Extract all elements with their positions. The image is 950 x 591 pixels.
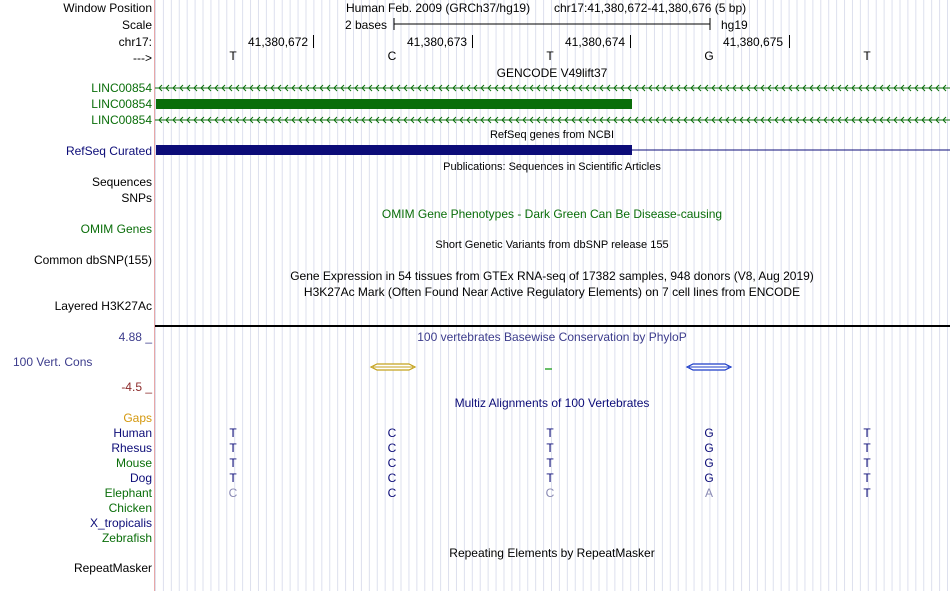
coord-tick-3	[630, 35, 631, 48]
alignment-base: T	[229, 426, 237, 440]
track-image-area[interactable]	[155, 0, 950, 591]
gencode-gene-models[interactable]	[155, 81, 950, 127]
species-label-x-tropicalis: X_tropicalis	[89, 516, 152, 530]
repeatmasker-track-title: Repeating Elements by RepeatMasker	[449, 546, 655, 560]
vert-cons-label[interactable]: 100 Vert. Cons	[13, 355, 93, 369]
conservation-glyph-green	[543, 366, 555, 372]
coord-tick-2	[472, 35, 473, 48]
alignment-base-mismatch: C	[228, 486, 238, 500]
species-label-elephant: Elephant	[104, 486, 152, 500]
scale-bar	[393, 17, 713, 31]
dbsnp-track-title: Short Genetic Variants from dbSNP release 155	[435, 239, 669, 251]
db-text: hg19	[721, 18, 748, 32]
omim-genes-label[interactable]: OMIM Genes	[80, 222, 152, 236]
gencode-gene-label-1[interactable]: LINC00854	[91, 81, 152, 95]
reference-base-1: T	[229, 49, 237, 63]
alignment-base-mismatch: A	[704, 486, 713, 500]
multiz-track-title: Multiz Alignments of 100 Vertebrates	[454, 396, 650, 410]
coord-label-2: 41,380,673	[407, 35, 468, 49]
species-label-rhesus: Rhesus	[111, 441, 152, 455]
coord-label-4: 41,380,675	[723, 35, 784, 49]
conservation-glyph-blue	[683, 362, 739, 372]
alignment-base: G	[704, 426, 714, 440]
refseq-curated-label[interactable]: RefSeq Curated	[65, 144, 152, 158]
alignment-base: G	[704, 456, 714, 470]
publications-track-title: Publications: Sequences in Scientific Articles	[443, 161, 661, 173]
reference-base-3: T	[546, 49, 554, 63]
alignment-base: T	[229, 456, 237, 470]
repeatmasker-label[interactable]: RepeatMasker	[73, 561, 152, 575]
species-label-dog: Dog	[129, 471, 152, 485]
gencode-transcript-1[interactable]	[155, 85, 950, 91]
coord-label-1: 41,380,672	[248, 35, 309, 49]
position-text: chr17:41,380,672-41,380,676 (5 bp)	[554, 1, 747, 15]
gaps-label: Gaps	[123, 411, 152, 425]
refseq-gene-model[interactable]	[155, 144, 950, 156]
alignment-base: G	[704, 471, 714, 485]
scale-bar-text: 2 bases	[345, 18, 388, 32]
species-label-human: Human	[113, 426, 152, 440]
reference-base-5: T	[863, 49, 871, 63]
gencode-transcript-2-exon[interactable]	[156, 99, 632, 109]
alignment-base: T	[863, 471, 871, 485]
alignment-base: C	[387, 456, 397, 470]
alignment-base: C	[387, 471, 397, 485]
publications-sequences-label[interactable]: Sequences	[91, 175, 152, 189]
scale-label: Scale	[121, 18, 152, 32]
gencode-transcript-3[interactable]	[155, 117, 950, 123]
window-position-label: Window Position	[63, 1, 152, 15]
alignment-base: T	[546, 471, 554, 485]
alignment-base: C	[387, 426, 397, 440]
alignment-base-mismatch: C	[545, 486, 555, 500]
gencode-gene-label-2[interactable]: LINC00854	[91, 97, 152, 111]
species-label-zebrafish: Zebrafish	[101, 531, 152, 545]
alignment-base: T	[546, 426, 554, 440]
refseq-track-title: RefSeq genes from NCBI	[489, 129, 615, 141]
conservation-track-title: 100 vertebrates Basewise Conservation by PhyloP	[417, 330, 687, 344]
alignment-base: T	[863, 441, 871, 455]
alignment-base: C	[387, 486, 397, 500]
common-dbsnp-label[interactable]: Common dbSNP(155)	[33, 253, 152, 267]
alignment-base: T	[546, 441, 554, 455]
track-label-panel	[0, 0, 154, 591]
alignment-base: T	[546, 456, 554, 470]
coord-tick-1	[313, 35, 314, 48]
species-label-mouse: Mouse	[115, 456, 152, 470]
coord-tick-4	[789, 35, 790, 48]
conservation-min-label: -4.5 _	[121, 380, 152, 394]
reference-base-2: C	[387, 49, 397, 63]
layered-h3k27ac-label[interactable]: Layered H3K27Ac	[54, 299, 152, 313]
alignment-base: T	[863, 456, 871, 470]
conservation-glyph-yellow	[365, 362, 425, 372]
alignment-base: T	[229, 471, 237, 485]
alignment-base: T	[863, 486, 871, 500]
coord-label-3: 41,380,674	[565, 35, 626, 49]
omim-track-title: OMIM Gene Phenotypes - Dark Green Can Be Disease-causing	[381, 207, 723, 221]
publications-snps-label[interactable]: SNPs	[121, 191, 152, 205]
gencode-track-title: GENCODE V49lift37	[496, 66, 608, 80]
chromosome-label: chr17:	[118, 35, 152, 49]
gtex-track-title: Gene Expression in 54 tissues from GTEx RNA-seq of 17382 samples, 948 donors (V8, Aug 2019)	[290, 269, 814, 283]
reference-base-4: G	[704, 49, 714, 63]
assembly-text: Human Feb. 2009 (GRCh37/hg19)	[346, 1, 531, 15]
alignment-base: C	[387, 441, 397, 455]
h3k27ac-track-title: H3K27Ac Mark (Often Found Near Active Regulatory Elements) on 7 cell lines from ENCODE	[303, 285, 801, 299]
conservation-max-label: 4.88 _	[118, 330, 152, 344]
alignment-base: T	[863, 426, 871, 440]
gencode-gene-label-3[interactable]: LINC00854	[91, 113, 152, 127]
alignment-base: G	[704, 441, 714, 455]
refseq-exon[interactable]	[156, 145, 632, 155]
h3k27ac-signal-baseline	[155, 325, 950, 327]
strand-label: --->	[133, 51, 152, 65]
alignment-base: T	[229, 441, 237, 455]
species-label-chicken: Chicken	[108, 501, 152, 515]
